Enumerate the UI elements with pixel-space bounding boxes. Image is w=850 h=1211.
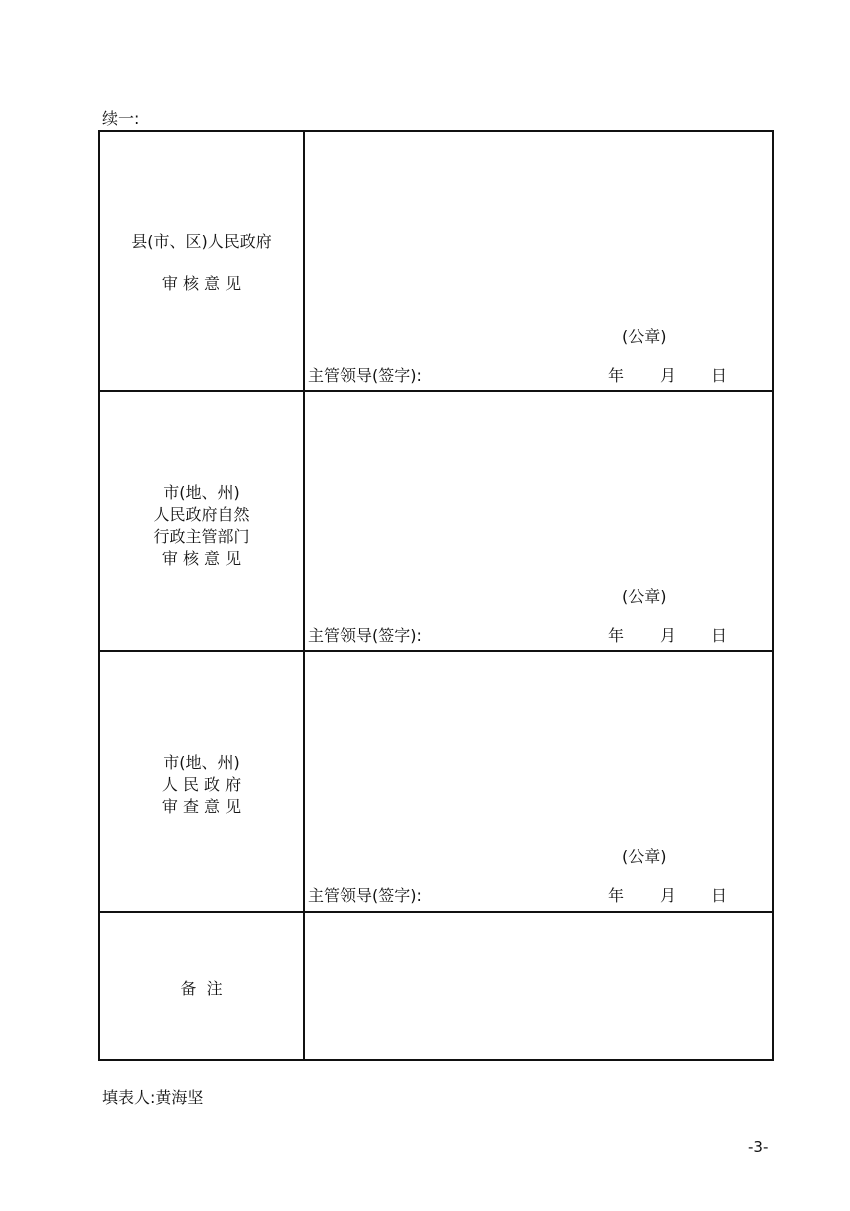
day-label: 日 [711,886,728,905]
label-line: 行政主管部门 [153,527,250,546]
month-label: 月 [660,886,677,905]
label-line: 市(地、州) [163,753,240,772]
row-divider [100,650,772,652]
year-label: 年 [608,626,625,645]
seal-placeholder: (公章) [622,587,667,606]
signature-label: 主管领导(签字): [308,626,422,645]
seal-placeholder: (公章) [622,847,667,866]
page-number: -3- [748,1138,769,1156]
continued-label: 续一: [102,109,140,128]
day-label: 日 [711,626,728,645]
label-line: 人民政府自然 [153,505,250,524]
approval-form-table [98,130,774,1061]
label-line: 市(地、州) [163,483,240,502]
row-1-label [100,231,303,295]
remarks-label: 备 注 [180,979,223,998]
signature-label: 主管领导(签字): [308,886,422,905]
month-label: 月 [660,626,677,645]
row-3-label [100,752,303,818]
seal-placeholder: (公章) [622,327,667,346]
signature-label: 主管领导(签字): [308,366,422,385]
label-line: 人 民 政 府 [161,775,242,794]
label-line: 审 核 意 见 [161,274,242,293]
label-line: 审 查 意 见 [161,797,242,816]
year-label: 年 [608,366,625,385]
day-label: 日 [711,366,728,385]
label-line: 审 核 意 见 [161,549,242,568]
year-label: 年 [608,886,625,905]
column-divider [303,132,305,1059]
month-label: 月 [660,366,677,385]
row-divider [100,911,772,913]
row-2-label [100,482,303,570]
row-divider [100,390,772,392]
label-line: 县(市、区)人民政府 [131,232,272,251]
form-filler: 填表人:黄海坚 [102,1088,204,1107]
